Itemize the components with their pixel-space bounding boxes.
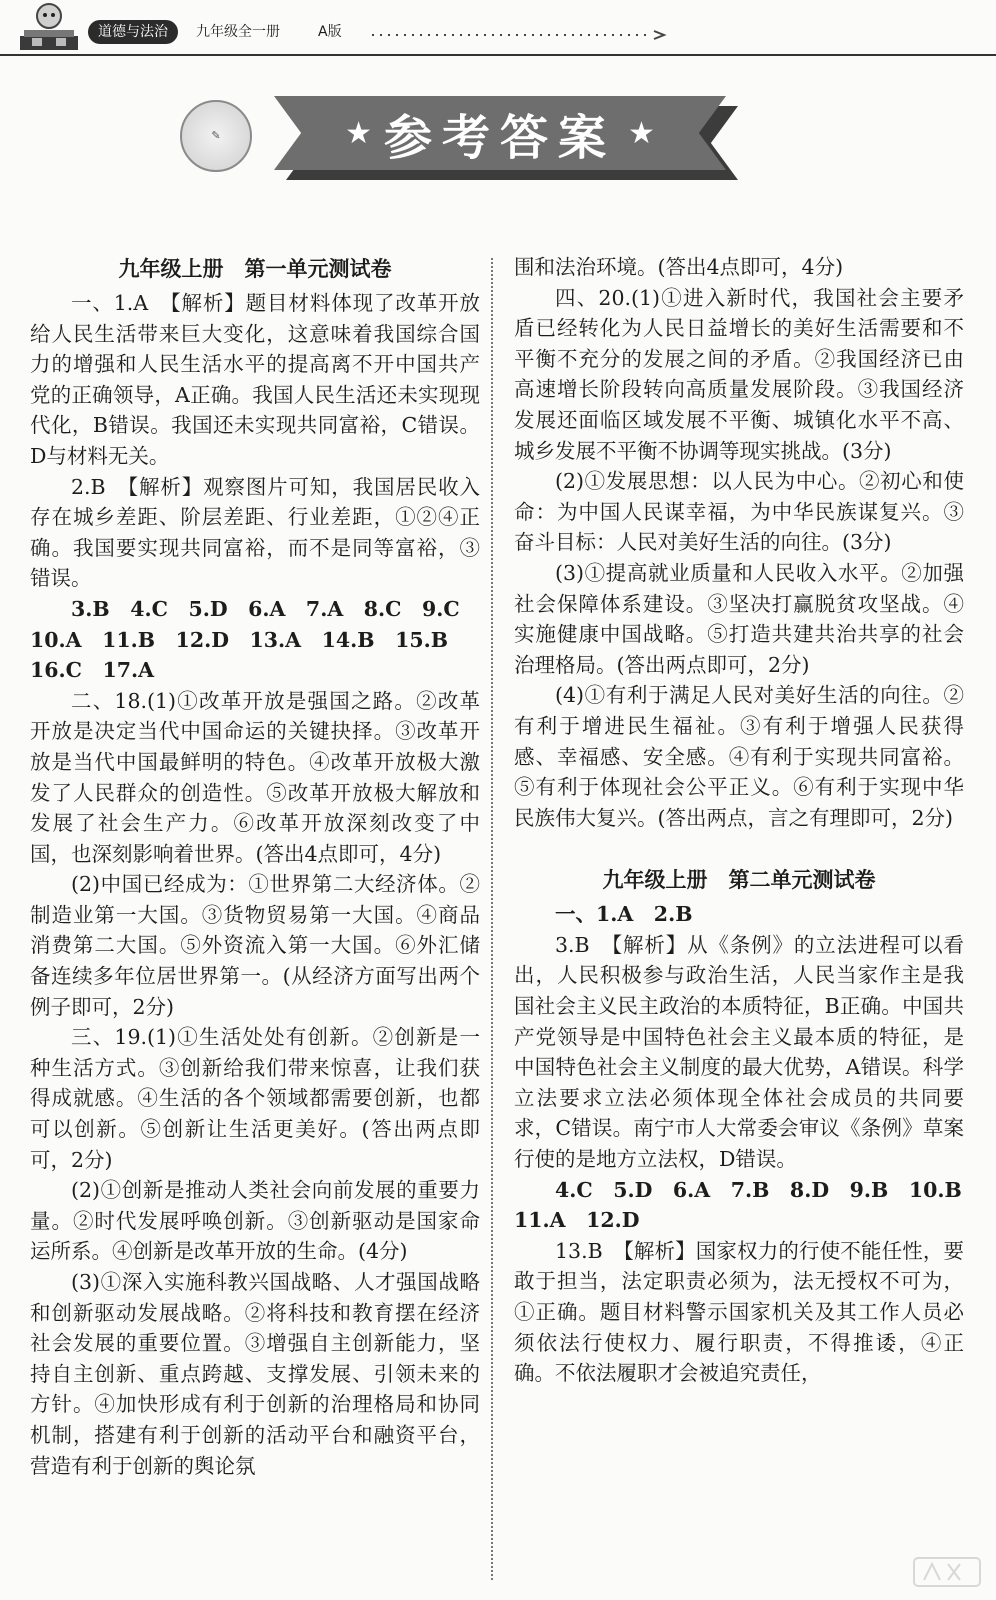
answer-paragraph: (2)①发展思想：以人民为中心。②初心和使命：为中国人民谋幸福，为中华民族谋复兴。③奋斗目标：人民对美好生活的向往。(3分) [514, 469, 964, 555]
answer-line: 16.C 17.A [30, 658, 155, 683]
mascot-icon [18, 2, 80, 52]
answer-line: 3.B 4.C 5.D 6.A 7.A 8.C 9.C [71, 596, 460, 621]
dotted-arrow-icon [372, 30, 672, 40]
answer-paragraph: 三、19.(1)①生活处处有创新。②创新是一种生活方式。③创新给我们带来惊喜，让我们获得成就感。④生活的各个领域都需要创新，也都可以创新。⑤创新让生活更美好。(答出两点即可，2分) [30, 1025, 480, 1172]
left-column [30, 248, 480, 1481]
page-header [0, 0, 996, 70]
answer-paragraph: (3)①深入实施科教兴国战略、人才强国战略和创新驱动发展战略。②将科技和教育摆在经济社会发展的重要位置。③增强自主创新能力，坚持自主创新、重点跨越、支撑发展、引领未来的方针。④加快形成有利于创新的治理格局和协同机制，搭建有利于创新的活动平台和融资平台，营造有利于创新的舆论氛 [30, 1270, 480, 1478]
answer-paragraph: (2)中国已经成为：①世界第二大经济体。②制造业第一大国。③货物贸易第一大国。④商品消费第二大国。⑤外资流入第一大国。⑥外汇储备连续多年位居世界第一。(从经济方面写出两个例子即可，2分) [30, 872, 480, 1019]
answer-paragraph: (4)①有利于满足人民对美好生活的向往。②有利于增进民生福祉。③有利于增强人民获得感、幸福感、安全感。④有利于实现共同富裕。⑤有利于体现社会公平正义。⑥有利于实现中华民族伟大复兴。(答出两点，言之有理即可，2分) [514, 683, 964, 830]
answer-banner [146, 82, 746, 194]
column-divider [491, 258, 493, 1580]
answer-line: 一、1.A 2.B [555, 902, 693, 927]
answer-paragraph: 四、20.(1)①进入新时代，我国社会主要矛盾已经转化为人民日益增长的美好生活需要和不平衡不充分的发展之间的矛盾。②我国经济已由高速增长阶段转向高质量发展阶段。③我国经济发展还面临区域发展不平衡、城镇化水平不高、城乡发展不平衡不协调等现实挑战。(3分) [514, 285, 964, 463]
header-rule [0, 54, 996, 56]
answer-paragraph: (2)①创新是推动人类社会向前发展的重要力量。②时代发展呼唤创新。③创新驱动是国家命运所系。④创新是改革开放的生命。(4分) [30, 1178, 480, 1264]
version-label: A版 [318, 24, 342, 40]
grade-label: 九年级全一册 [196, 24, 280, 40]
answer-paragraph: 3.B 【解析】从《条例》的立法进程可以看出，人民积极参与政治生活，人民当家作主是我国社会主义民主政治的本质特征，B正确。中国共产党领导是中国特色社会主义最本质的特征，是中国特色社会主义制度的最大优势，A错误。科学立法要求立法必须体现全体社会成员的共同要求，C错误。南宁市人大常委会审议《条例》草案行使的是地方立法权，D错误。 [514, 932, 964, 1172]
answer-paragraph: 二、18.(1)①改革开放是强国之路。②改革开放是决定当代中国命运的关键抉择。③改革开放是当代中国最鲜明的特色。④改革开放极大激发了人民群众的创造性。⑤改革开放极大解放和发展了社会生产力。⑥改革开放深刻改变了中国，也深刻影响着世界。(答出4点即可，4分) [30, 688, 480, 866]
answer-continuation: 围和法治环境。(答出4点即可，4分) [514, 255, 844, 279]
banner-title-text: 参考答案 [383, 109, 616, 166]
section-title: 九年级上册 第二单元测试卷 [602, 868, 876, 893]
right-column [514, 252, 964, 1389]
answer-paragraph: 13.B 【解析】国家权力的行使不能任性，要敢于担当，法定职责必须为，法无授权不可为，①正确。题目材料警示国家机关及其工作人员必须依法行使权力、履行职责，不得推诿，④正确。不依法履职才会被追究责任， [514, 1238, 964, 1386]
answer-line: 4.C 5.D 6.A 7.B 8.D 9.B 10.B [555, 1177, 962, 1202]
answer-paragraph: (3)①提高就业质量和人民收入水平。②加强社会保障体系建设。③坚决打赢脱贫攻坚战。④实施健康中国战略。⑤打造共建共治共享的社会治理格局。(答出两点即可，2分) [514, 560, 964, 677]
answer-line: 11.A 12.D [514, 1208, 640, 1233]
answer-paragraph: 一、1.A 【解析】题目材料体现了改革开放给人民生活带来巨大变化，这意味着我国综合国力的增强和人民生活水平的提高离不开中国共产党的正确领导，A正确。我国人民生活还未实现现代化，B错误。我国还未实现共同富裕，C错误。D与材料无关。 [30, 291, 480, 468]
star-icon: ★ [345, 115, 372, 151]
banner-title [274, 96, 726, 170]
watermark-logo-icon [912, 1552, 982, 1592]
subject-tag: 道德与法治 [88, 20, 178, 44]
answer-line: 10.A 11.B 12.D 13.A 14.B 15.B [30, 627, 449, 652]
section-title: 九年级上册 第一单元测试卷 [118, 257, 392, 281]
star-icon: ★ [628, 115, 655, 151]
answer-paragraph: 2.B 【解析】观察图片可知，我国居民收入存在城乡差距、阶层差距、行业差距，①②④正确。我国要实现共同富裕，而不是同等富裕，③错误。 [30, 474, 480, 591]
stamp-icon: ✎ [180, 100, 252, 172]
